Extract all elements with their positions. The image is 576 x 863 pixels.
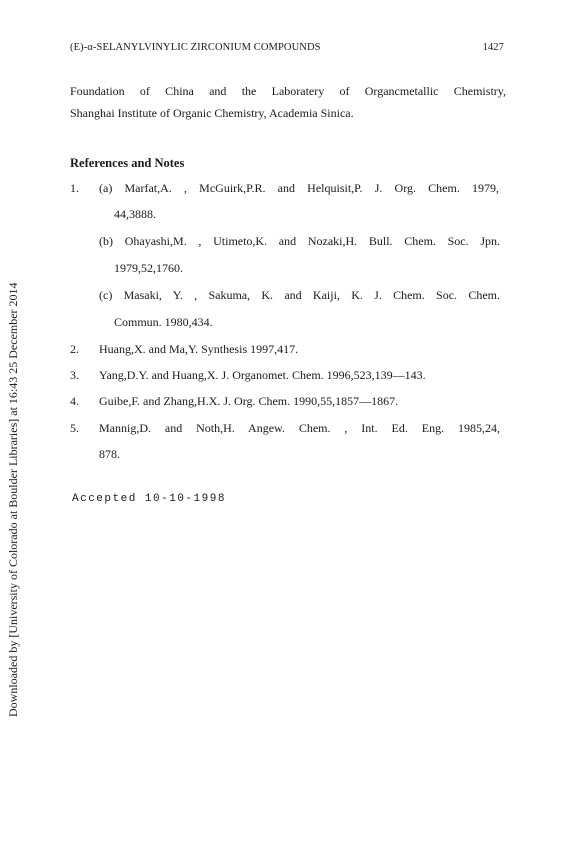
acknowledgment-paragraph <box>70 80 506 124</box>
running-title: (E)-α-SELANYLVINYLIC ZIRCONIUM COMPOUNDS <box>70 42 321 53</box>
acknowledgment-line: Shanghai Institute of Organic Chemistry, Academia Sinica. <box>70 106 354 120</box>
reference-number: 4. <box>70 394 79 408</box>
acknowledgment-line: Foundation of China and the Laboratery of Organcmetallic Chemistry, <box>70 84 506 98</box>
reference-text: Yang,D.Y. and Huang,X. J. Organomet. Chem. 1996,523,139—143. <box>99 368 426 382</box>
reference-number: 2. <box>70 342 79 356</box>
reference-text: (a) Marfat,A. , McGuirk,P.R. and Helquisit,P. J. Org. Chem. 1979, <box>99 181 499 195</box>
reference-text: (b) Ohayashi,M. , Utimeto,K. and Nozaki,H. Bull. Chem. Soc. Jpn. <box>99 234 500 248</box>
reference-text: Guibe,F. and Zhang,H.X. J. Org. Chem. 1990,55,1857—1867. <box>99 394 399 408</box>
reference-text: Commun. 1980,434. <box>114 315 213 329</box>
reference-number: 1. <box>70 181 79 195</box>
reference-text: (c) Masaki, Y. , Sakuma, K. and Kaiji, K. J. Chem. Soc. Chem. <box>99 288 500 302</box>
page-number: 1427 <box>482 42 504 53</box>
reference-text: 878. <box>99 447 120 461</box>
reference-number: 5. <box>70 421 79 435</box>
download-watermark: Downloaded by [University of Colorado at Boulder Libraries] at 16:43 25 December 2014 <box>6 282 20 717</box>
references-heading: References and Notes <box>70 156 185 170</box>
reference-text: 44,3888. <box>114 207 156 221</box>
reference-text: 1979,52,1760. <box>114 261 183 275</box>
reference-text: Huang,X. and Ma,Y. Synthesis 1997,417. <box>99 342 299 356</box>
reference-text: Mannig,D. and Noth,H. Angew. Chem. , Int. Ed. Eng. 1985,24, <box>99 421 500 435</box>
accepted-date: Accepted 10-10-1998 <box>72 493 226 505</box>
reference-number: 3. <box>70 368 79 382</box>
